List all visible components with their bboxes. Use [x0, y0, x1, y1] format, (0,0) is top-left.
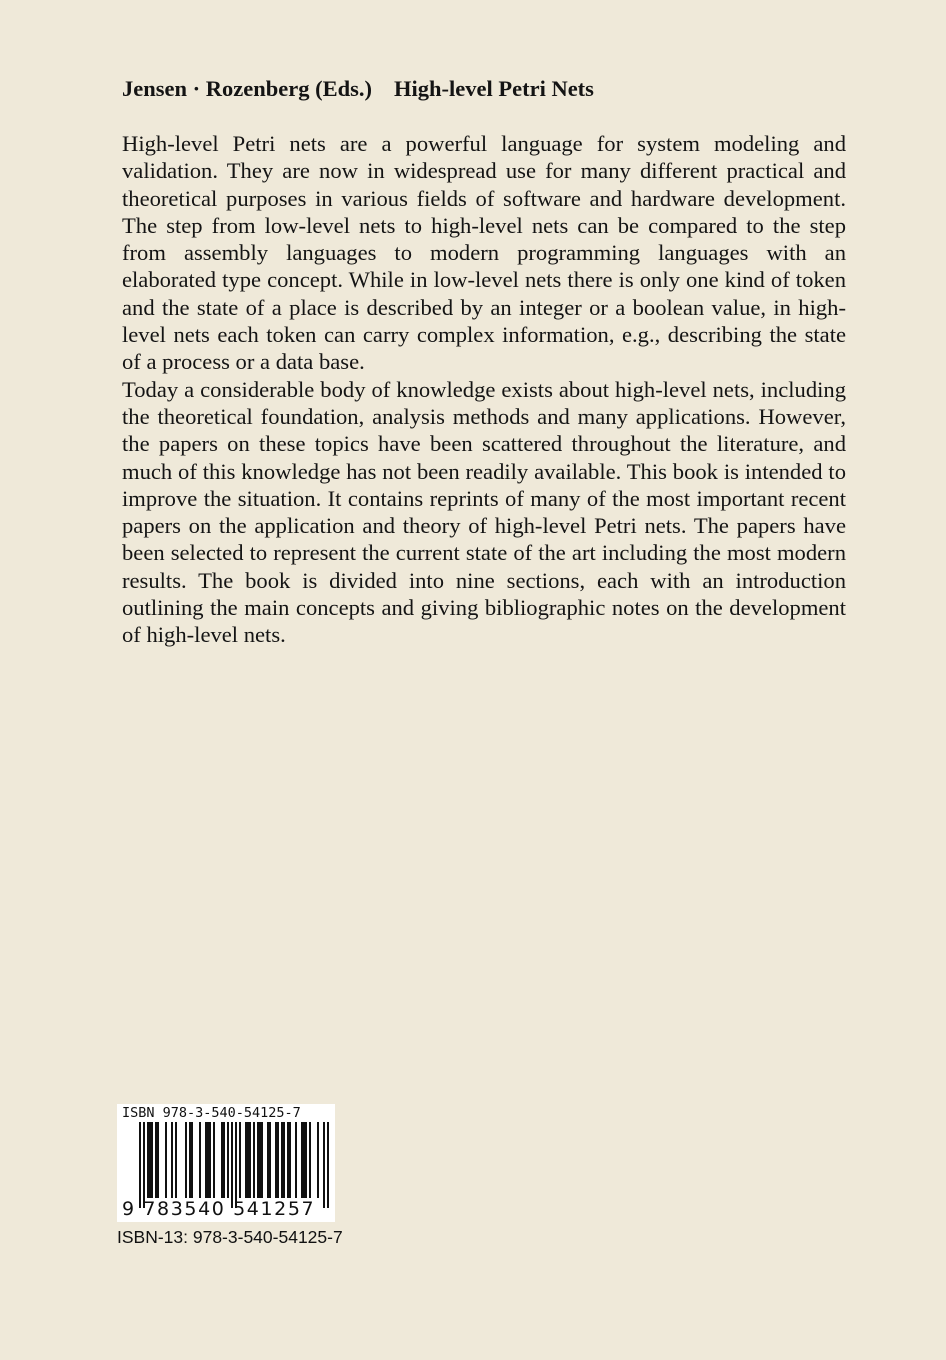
- barcode-bar: [327, 1122, 329, 1208]
- header: [122, 74, 594, 104]
- barcode-bar: [235, 1122, 237, 1208]
- barcode-bar: [239, 1122, 241, 1198]
- barcode-bar: [205, 1122, 211, 1198]
- barcode-bar: [323, 1122, 325, 1208]
- isbn13-label: ISBN-13: 978-3-540-54125-7: [117, 1227, 343, 1247]
- barcode-bar: [295, 1122, 297, 1198]
- barcode-bar: [245, 1122, 251, 1198]
- barcode-bar: [309, 1122, 311, 1198]
- book-title: High-level Petri Nets: [394, 76, 594, 101]
- barcode-bar: [231, 1122, 233, 1208]
- barcode-bar: [139, 1122, 141, 1208]
- barcode-bar: [171, 1122, 173, 1198]
- barcode-bar: [213, 1122, 215, 1198]
- barcode-bar: [301, 1122, 307, 1198]
- barcode-bar: [257, 1122, 263, 1198]
- paragraph-1: High-level Petri nets are a powerful language for system modeling and validation. They are now in widespread use for many different practical and theoretical purposes in various fields of software and hardware development. The step from low-level nets to high-level nets can be compared to the step from assembly languages to modern programming languages with an elaborated type concept. While in low-level nets there is only one kind of token and the state of a place is described by an integer or a boolean value, in high-level nets each token can carry complex information, e.g., describing the state of a process or a data base.: [122, 131, 846, 375]
- barcode-bar: [155, 1122, 159, 1198]
- description: [122, 130, 846, 649]
- barcode-bar: [147, 1122, 153, 1198]
- authors: Jensen · Rozenberg (Eds.): [122, 76, 372, 101]
- barcode-bar: [175, 1122, 177, 1198]
- ean-digits: 9 783540 541257: [122, 1198, 316, 1220]
- isbn-label: ISBN 978-3-540-54125-7: [122, 1105, 301, 1121]
- barcode-bar: [253, 1122, 255, 1198]
- paragraph-2: Today a considerable body of knowledge exists about high-level nets, including the theoretical foundation, analysis methods and many applications. However, the papers on these topics have been scattered throughout the literature, and much of this knowledge has not been readily available. This book is intended to improve the situation. It contains reprints of many of the most important recent papers on the application and theory of high-level Petri nets. The papers have been selected to represent the current state of the art including the most modern results. The book is divided into nine sections, each with an introduction outlining the main concepts and giving bibliographic notes on the development of high-level nets.: [122, 376, 846, 648]
- barcode-bar: [317, 1122, 319, 1198]
- barcode: [117, 1104, 335, 1222]
- barcode-bar: [281, 1122, 285, 1198]
- barcode-bar: [199, 1122, 201, 1198]
- barcode-bar: [143, 1122, 145, 1208]
- barcode-bar: [221, 1122, 225, 1198]
- barcode-bar: [275, 1122, 279, 1198]
- barcode-bar: [287, 1122, 291, 1198]
- barcode-bar: [185, 1122, 187, 1198]
- barcode-bar: [165, 1122, 167, 1198]
- barcode-bar: [227, 1122, 229, 1198]
- barcode-bar: [267, 1122, 271, 1198]
- barcode-bar: [189, 1122, 193, 1198]
